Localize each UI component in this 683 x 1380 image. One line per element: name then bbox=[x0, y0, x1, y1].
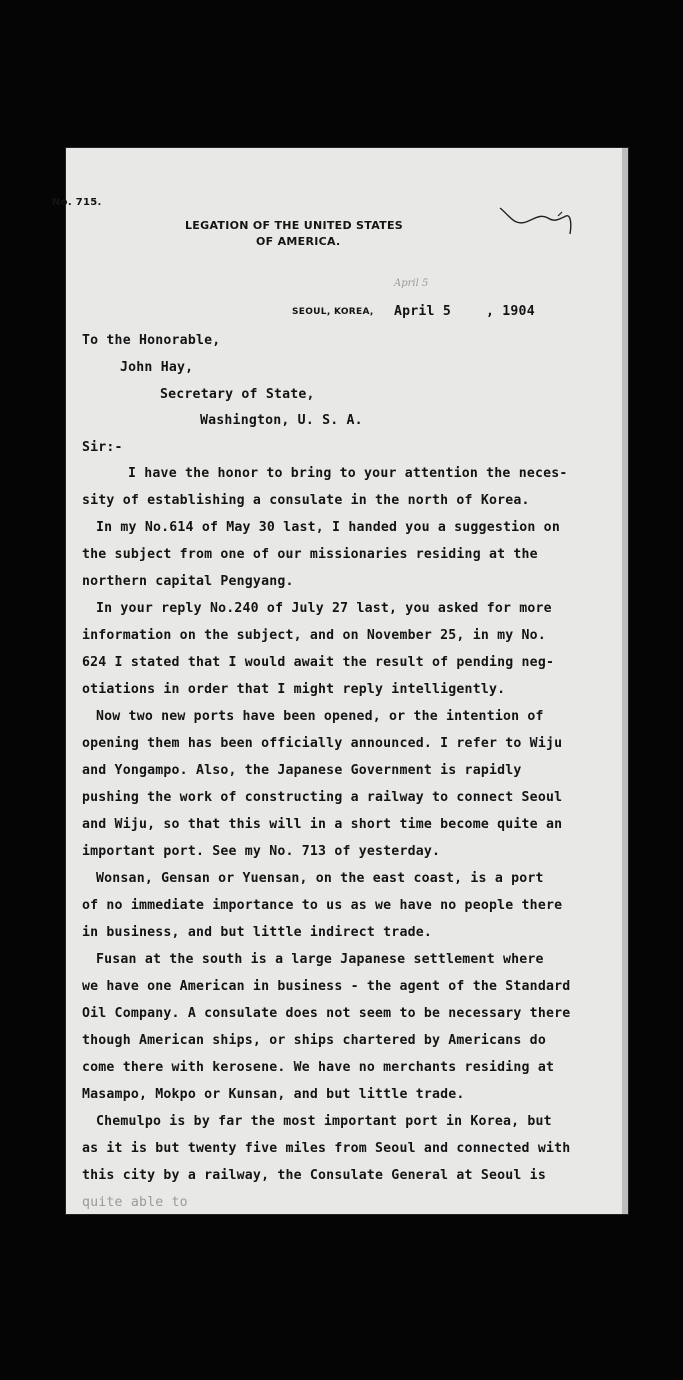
body-line: Wonsan, Gensan or Yuensan, on the east coast, is a port bbox=[96, 871, 544, 886]
body-line: In your reply No.240 of July 27 last, you asked for more bbox=[96, 601, 552, 616]
body-line: pushing the work of constructing a railway to connect Seoul bbox=[82, 790, 563, 805]
body-line: Fusan at the south is a large Japanese settlement where bbox=[96, 952, 544, 967]
page-edge bbox=[622, 148, 628, 1214]
letterhead-line-1: LEGATION OF THE UNITED STATES bbox=[185, 219, 404, 232]
dispatch-number: No. 715. bbox=[52, 197, 102, 208]
body-line: of no immediate importance to us as we have no people there bbox=[82, 898, 563, 913]
salutation: Sir:- bbox=[82, 440, 123, 455]
body-line: important port. See my No. 713 of yesterday. bbox=[82, 844, 441, 859]
body-line: Now two new ports have been opened, or the intention of bbox=[96, 709, 544, 724]
body-line: In my No.614 of May 30 last, I handed you a suggestion on bbox=[96, 520, 560, 535]
body-line: northern capital Pengyang. bbox=[82, 574, 294, 589]
body-line: Chemulpo is by far the most important port in Korea, but bbox=[96, 1114, 552, 1129]
body-line: 624 I stated that I would await the result of pending neg- bbox=[82, 655, 555, 670]
addressee-line-1: To the Honorable, bbox=[82, 333, 221, 348]
body-line: we have one American in business - the agent of the Standard bbox=[82, 979, 571, 994]
date: April 5 bbox=[394, 304, 451, 319]
body-line-faded: quite able to bbox=[82, 1195, 188, 1210]
body-line: come there with kerosene. We have no merchants residing at bbox=[82, 1060, 555, 1075]
body-line: and Wiju, so that this will in a short time become quite an bbox=[82, 817, 563, 832]
body-line: in business, and but little indirect trade. bbox=[82, 925, 433, 940]
letterhead-line-2: OF AMERICA. bbox=[256, 235, 341, 248]
body-line: otiations in order that I might reply intelligently. bbox=[82, 682, 506, 697]
place: SEOUL, KOREA, bbox=[292, 307, 374, 317]
body-line: this city by a railway, the Consulate General at Seoul is bbox=[82, 1168, 546, 1183]
body-line: information on the subject, and on November 25, in my No. bbox=[82, 628, 546, 643]
body-line: and Yongampo. Also, the Japanese Government is rapidly bbox=[82, 763, 522, 778]
received-stamp: April 5 bbox=[394, 278, 429, 289]
handwritten-mark bbox=[496, 200, 576, 245]
letter-page bbox=[52, 148, 628, 1214]
body-line: opening them has been officially announced. I refer to Wiju bbox=[82, 736, 563, 751]
body-line: the subject from one of our missionaries residing at the bbox=[82, 547, 538, 562]
year: , 1904 bbox=[486, 304, 535, 319]
body-line: I have the honor to bring to your attention the neces- bbox=[128, 466, 568, 481]
body-line: though American ships, or ships chartered by Americans do bbox=[82, 1033, 546, 1048]
addressee-line-2: John Hay, bbox=[120, 360, 194, 375]
addressee-line-4: Washington, U. S. A. bbox=[200, 413, 363, 428]
body-line: Oil Company. A consulate does not seem to be necessary there bbox=[82, 1006, 571, 1021]
body-line: sity of establishing a consulate in the north of Korea. bbox=[82, 493, 530, 508]
addressee-line-3: Secretary of State, bbox=[160, 387, 315, 402]
body-line: as it is but twenty five miles from Seoul and connected with bbox=[82, 1141, 571, 1156]
body-line: Masampo, Mokpo or Kunsan, and but little trade. bbox=[82, 1087, 465, 1102]
